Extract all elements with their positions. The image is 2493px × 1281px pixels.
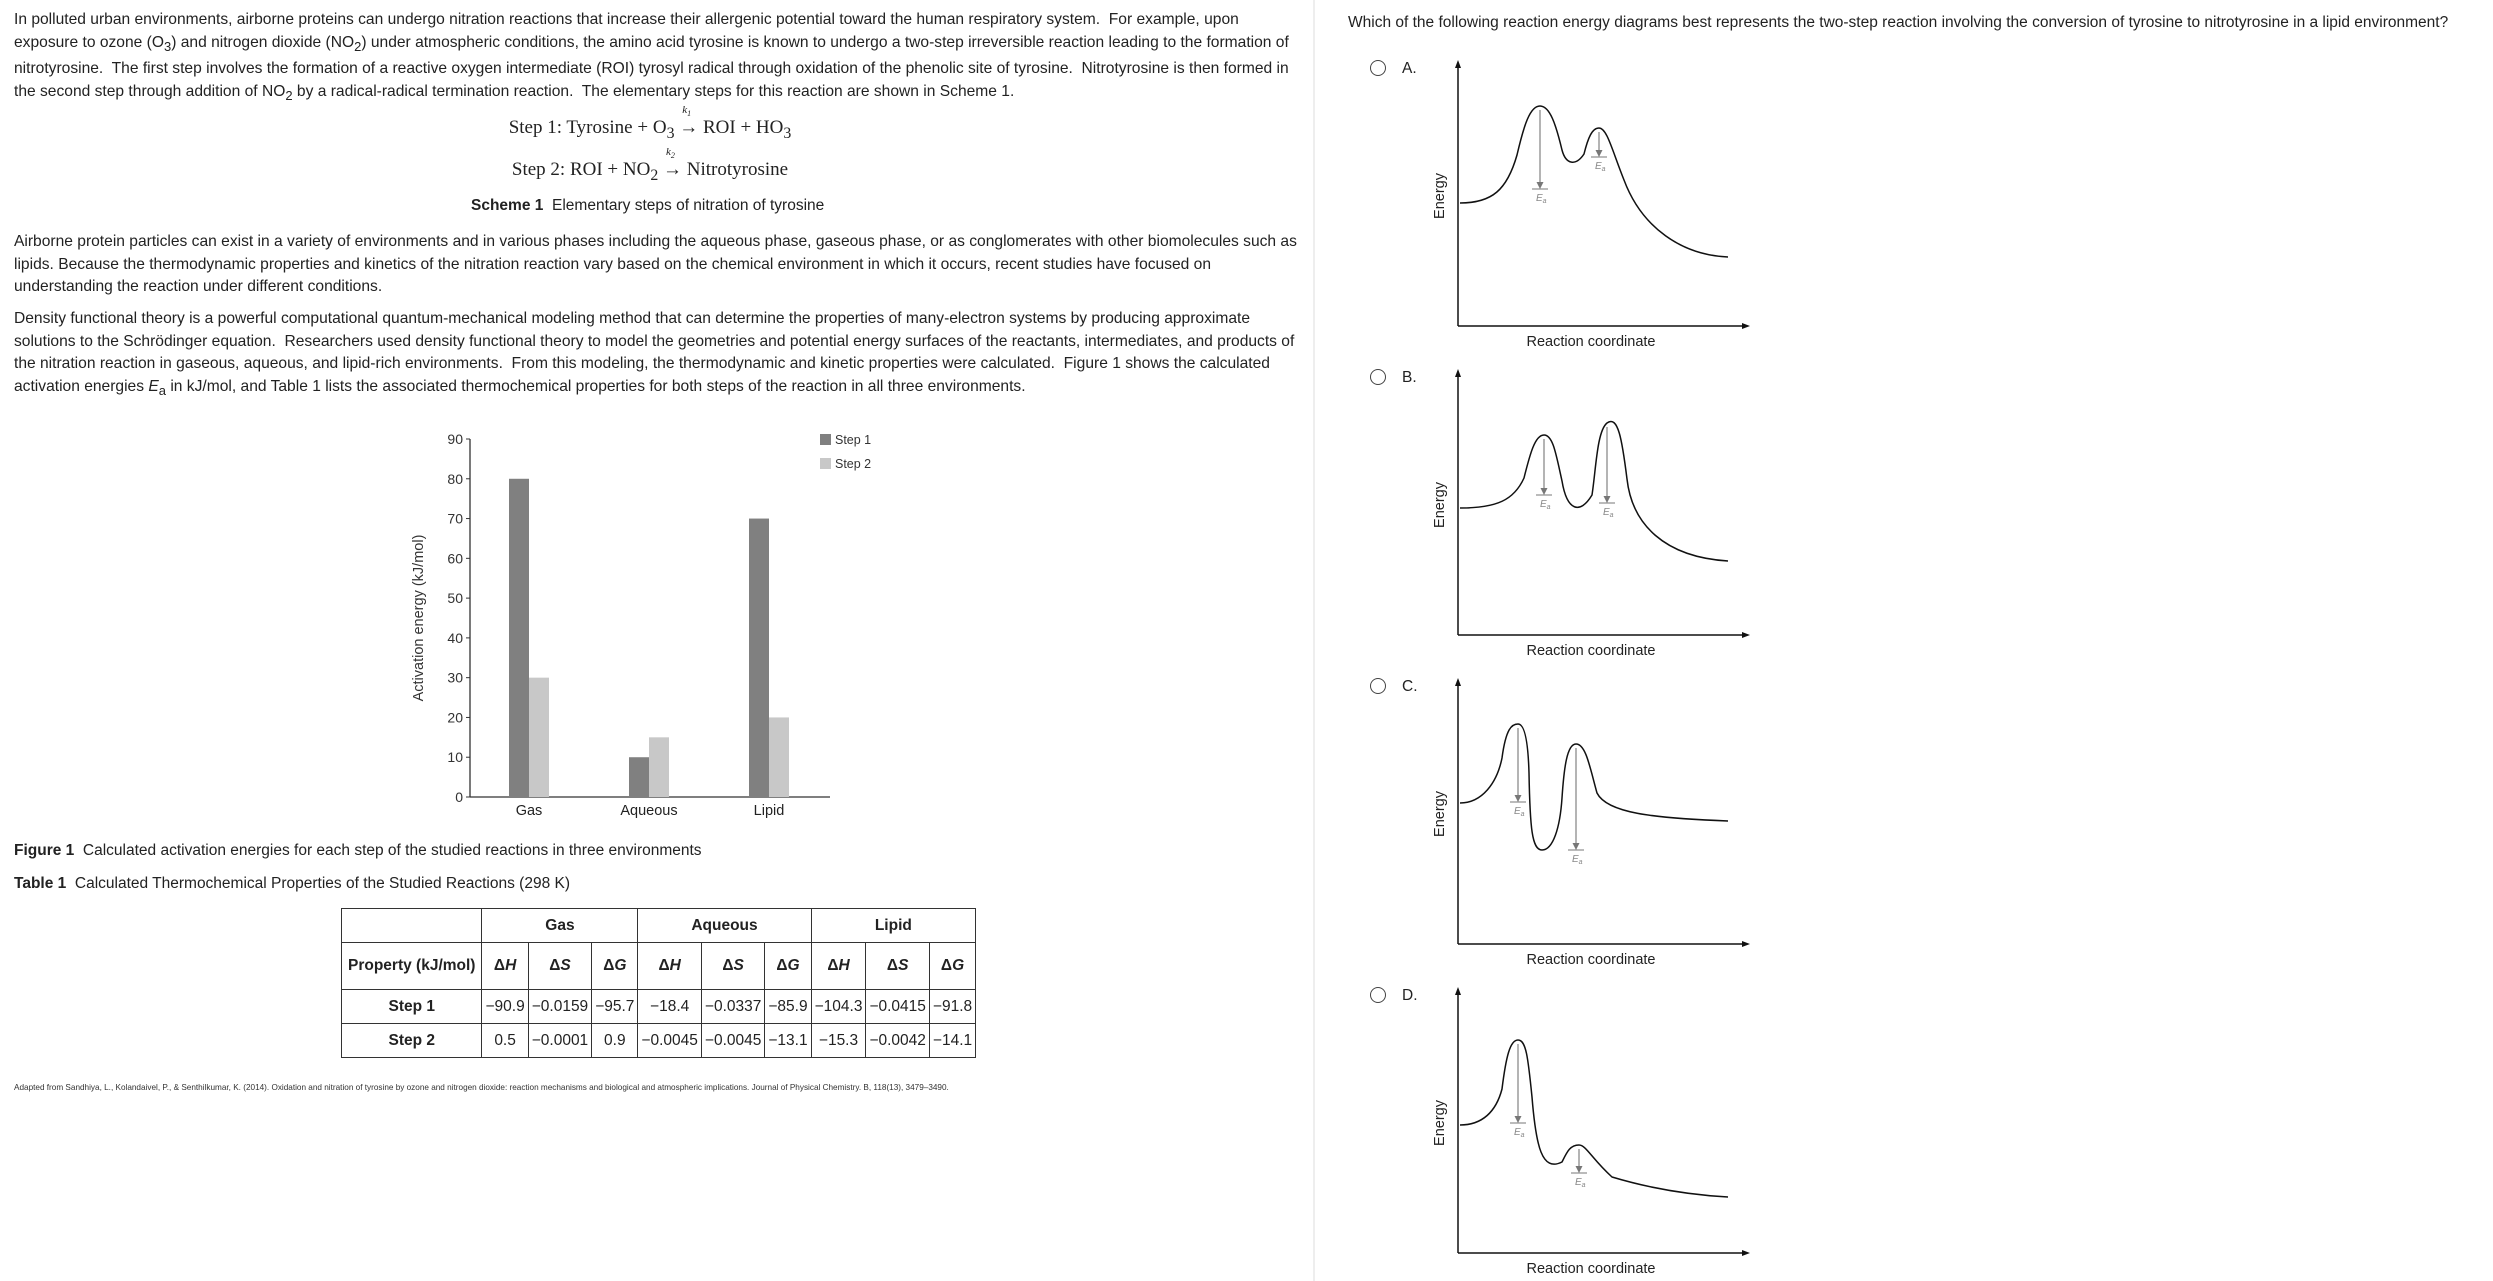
legend-label: Step 1	[835, 433, 872, 447]
passage-paragraph-2: Airborne protein particles can exist in a variety of environments and in various phases including the aqueous phase, gaseous phase, or as conglomerates with other biomolecules such as lipids. Because the thermodynamic properties and kinetics of the nitration reaction vary based on the chemical environment in which it occurs, recent studies have focused on understanding the reaction under different conditions.	[14, 233, 1297, 295]
table-cell: −0.0159	[528, 990, 591, 1024]
table-sub-header: ΔG	[592, 943, 638, 990]
bar-lipid-step2	[769, 717, 789, 797]
energy-axis-label: Energy	[1432, 173, 1448, 219]
bar-aqueous-step2	[649, 737, 669, 797]
axis-arrowhead	[1742, 323, 1750, 329]
option-label: A.	[1402, 60, 1417, 77]
table-cell: −95.7	[592, 990, 638, 1024]
y-tick-label: 70	[447, 510, 463, 527]
table-caption	[14, 875, 570, 893]
table-row-label: Step 2	[342, 1024, 482, 1058]
x-tick-label: Gas	[515, 803, 543, 819]
table-sub-header: ΔH	[638, 943, 701, 990]
y-tick-label: 90	[447, 431, 463, 447]
table-cell: −90.9	[482, 990, 528, 1024]
y-tick-label: 40	[447, 629, 463, 646]
ea-label: $E_a$	[1514, 806, 1525, 818]
source-citation: Adapted from Sandhiya, L., Kolandaivel, P., & Senthilkumar, K. (2014). Oxidation and nitration of tyrosine by ozone and nitrogen dioxide: reaction mechanisms and biological and atmospheric implications. Journal of Physical Chemistry. B, 118(13), 3479–3490.	[14, 1083, 949, 1092]
ea-label: $E_a$	[1540, 499, 1551, 511]
figure-label: Figure 1	[14, 842, 75, 859]
y-tick-label: 80	[447, 470, 463, 487]
arrowhead	[1576, 1166, 1583, 1173]
table-group-header: Aqueous	[638, 909, 811, 943]
reaction-coordinate-label: Reaction coordinate	[1526, 952, 1656, 968]
energy-axis-label: Energy	[1432, 791, 1448, 837]
option-label: C.	[1402, 678, 1418, 695]
table-property-header: Property (kJ/mol)	[342, 943, 482, 990]
arrowhead	[1604, 496, 1611, 503]
ea-label: $E_a$	[1603, 507, 1614, 519]
scheme-step-1: Step 1: Tyrosine + $O_3$ → $k_1$ ROI + $HO_3$	[508, 104, 792, 142]
table-row-label: Step 1	[342, 990, 482, 1024]
passage-paragraph-1: In polluted urban environments, airborne proteins can undergo nitration reactions that increase their allergenic potential toward the human respiratory system. For example, upon exposure to ozone $(O_3)$ and nitrogen dioxide $(NO_2)$ under atmospheric conditions, the amino acid tyrosine is known to undergo a two-step irreversible reaction leading to the formation of nitrotyrosine. The first step involves the formation of a reactive oxygen intermediate (ROI) tyrosyl radical through oxidation of the phenolic site of tyrosine. Nitrotyrosine is then formed in the second step through addition of $NO_2$ by a radical-radical termination reaction. The elementary steps for this reaction are shown in Scheme 1.	[14, 11, 1289, 103]
passage-paragraph-3: Density functional theory is a powerful computational quantum-mechanical modeling method that can determine the properties of many-electron systems by producing approximate solutions to the Schrödinger equation. Researchers used density functional theory to model the geometries and potential energy surfaces of the reactants, intermediates, and products of the nitration reaction in gaseous, aqueous, and lipid-rich environments. From this modeling, the thermodynamic and kinetic properties were calculated. Figure 1 shows the calculated activation energies $E_a$ in kJ/mol, and Table 1 lists the associated thermochemical properties for both steps of the reaction in all three environments.	[14, 310, 1295, 398]
table-cell: −104.3	[811, 990, 866, 1024]
panel-divider	[1313, 0, 1315, 1281]
table-cell: −0.0337	[701, 990, 764, 1024]
energy-curve	[1460, 106, 1728, 257]
axis-arrowhead	[1455, 369, 1461, 377]
table-cell: −0.0042	[866, 1024, 929, 1058]
reaction-coordinate-label: Reaction coordinate	[1526, 643, 1656, 659]
energy-axis-label: Energy	[1432, 482, 1448, 528]
ea-label: $E_a$	[1536, 193, 1547, 205]
thermochemical-table	[341, 908, 976, 1058]
energy-diagram	[1432, 369, 1752, 659]
table-label: Table 1	[14, 875, 67, 892]
axis-arrowhead	[1742, 1250, 1750, 1256]
energy-curve	[1460, 1040, 1728, 1197]
arrowhead	[1515, 795, 1522, 802]
table-cell: −0.0001	[528, 1024, 591, 1058]
radio-button[interactable]	[1370, 678, 1386, 694]
axis-arrowhead	[1455, 60, 1461, 68]
table-cell: −0.0045	[701, 1024, 764, 1058]
x-tick-label: Aqueous	[620, 803, 678, 819]
table-sub-header: ΔS	[528, 943, 591, 990]
ea-label: $E_a$	[1575, 1177, 1586, 1189]
energy-curve	[1460, 724, 1728, 850]
figure-text: Calculated activation energies for each step of the studied reactions in three environments	[82, 842, 702, 859]
ea-label: $E_a$	[1572, 854, 1583, 866]
scheme-caption	[471, 197, 824, 215]
energy-curve	[1460, 421, 1728, 561]
bar-gas-step2	[529, 678, 549, 797]
arrowhead	[1515, 1116, 1522, 1123]
scheme-text: Elementary steps of nitration of tyrosine	[552, 197, 825, 214]
arrowhead	[1596, 150, 1603, 157]
question-text: Which of the following reaction energy diagrams best represents the two-step reaction involving the conversion of tyrosine to nitrotyrosine in a lipid environment?	[1348, 14, 2449, 31]
axis-arrowhead	[1742, 632, 1750, 638]
table-sub-header: ΔG	[765, 943, 811, 990]
y-tick-label: 30	[447, 669, 463, 686]
y-axis-label: Activation energy (kJ/mol)	[411, 534, 427, 702]
table-cell: −18.4	[638, 990, 701, 1024]
table-row	[342, 1024, 976, 1058]
axis-arrowhead	[1455, 678, 1461, 686]
table-cell: −0.0415	[866, 990, 929, 1024]
table-cell: 0.5	[482, 1024, 528, 1058]
radio-button[interactable]	[1370, 987, 1386, 1003]
table-cell: −13.1	[765, 1024, 811, 1058]
ea-label: $E_a$	[1514, 1127, 1525, 1139]
legend-swatch	[820, 434, 831, 445]
radio-button[interactable]	[1370, 369, 1386, 385]
bar-gas-step1	[509, 479, 529, 797]
scheme-label: Scheme 1	[471, 197, 544, 214]
table-group-header: Gas	[482, 909, 638, 943]
table-text: Calculated Thermochemical Properties of the Studied Reactions (298 K)	[74, 875, 570, 892]
activation-energy-chart	[400, 425, 872, 830]
energy-diagram	[1432, 60, 1752, 350]
y-tick-label: 10	[447, 749, 463, 766]
energy-axis-label: Energy	[1432, 1100, 1448, 1146]
bar-aqueous-step1	[629, 757, 649, 797]
axis-arrowhead	[1455, 987, 1461, 995]
table-cell: −15.3	[811, 1024, 866, 1058]
table-group-header: Lipid	[811, 909, 976, 943]
legend-swatch	[820, 458, 831, 469]
table-sub-header: ΔS	[701, 943, 764, 990]
ea-label: $E_a$	[1595, 161, 1606, 173]
x-tick-label: Lipid	[753, 803, 785, 819]
axis-arrowhead	[1742, 941, 1750, 947]
y-tick-label: 20	[447, 709, 463, 726]
table-sub-header: ΔH	[811, 943, 866, 990]
option-label: B.	[1402, 369, 1417, 386]
table-sub-header: ΔG	[929, 943, 975, 990]
figure-caption	[14, 842, 702, 860]
table-sub-header: ΔH	[482, 943, 528, 990]
table-cell: −14.1	[929, 1024, 975, 1058]
option-label: D.	[1402, 987, 1418, 1004]
arrowhead	[1573, 843, 1580, 850]
reaction-coordinate-label: Reaction coordinate	[1526, 334, 1656, 350]
question-panel	[1318, 0, 2493, 1281]
legend-label: Step 2	[835, 457, 872, 471]
bar-lipid-step1	[749, 519, 769, 797]
radio-button[interactable]	[1370, 60, 1386, 76]
arrowhead	[1541, 488, 1548, 495]
reaction-coordinate-label: Reaction coordinate	[1526, 1261, 1656, 1277]
y-tick-label: 50	[447, 590, 463, 607]
table-cell: −0.0045	[638, 1024, 701, 1058]
table-corner	[342, 909, 482, 943]
table-sub-header: ΔS	[866, 943, 929, 990]
table-cell: −91.8	[929, 990, 975, 1024]
y-tick-label: 0	[455, 789, 463, 805]
arrowhead	[1537, 182, 1544, 189]
y-tick-label: 60	[447, 550, 463, 567]
scheme-step-2: Step 2: ROI + $NO_2$ → $k_2$ Nitrotyrosine	[511, 146, 789, 184]
table-cell: −85.9	[765, 990, 811, 1024]
table-cell: 0.9	[592, 1024, 638, 1058]
table-row	[342, 990, 976, 1024]
energy-diagram	[1432, 987, 1752, 1277]
energy-diagram	[1432, 678, 1752, 968]
